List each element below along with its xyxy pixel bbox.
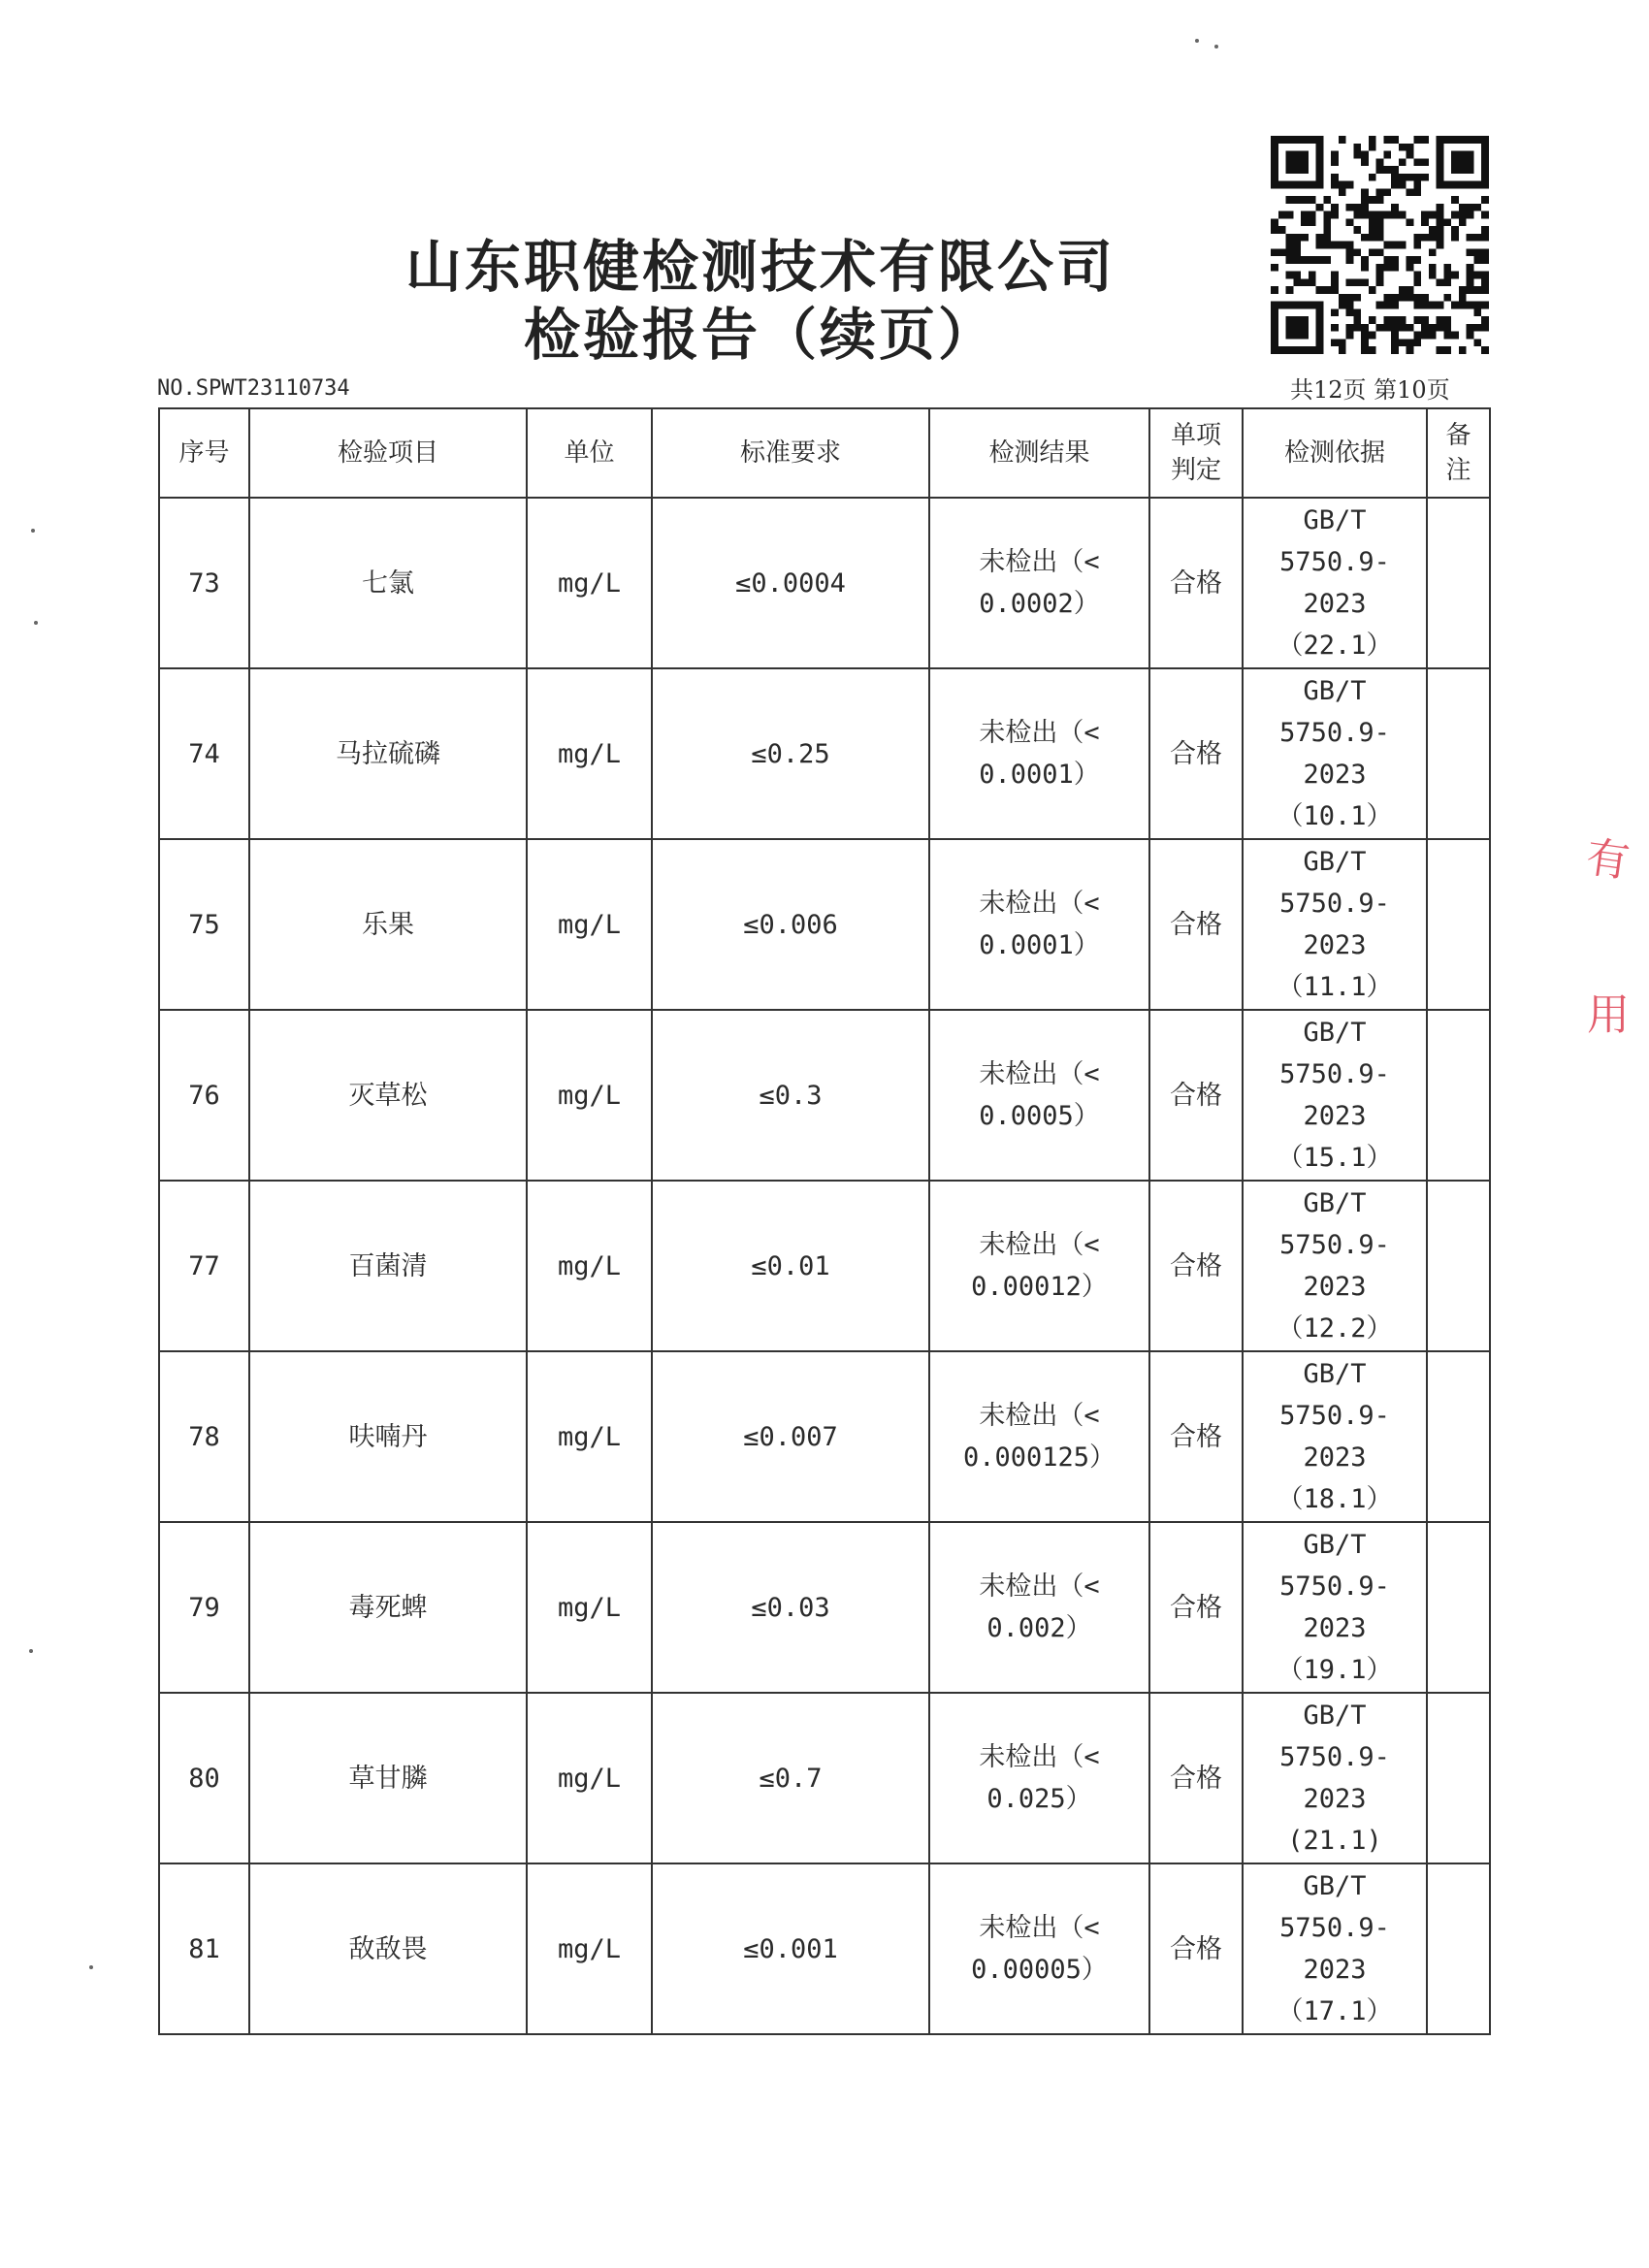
cell-result-line: 0.0001） bbox=[979, 760, 1100, 790]
cell-result-line: 未检出（< bbox=[979, 1401, 1100, 1431]
cell-no bbox=[159, 1181, 249, 1351]
cell-remark bbox=[1427, 1351, 1490, 1522]
cell-basis-line: （11.1） bbox=[1277, 972, 1393, 1002]
cell-result-line: 0.0005） bbox=[979, 1101, 1100, 1131]
cell-result bbox=[929, 1693, 1149, 1863]
cell-standard bbox=[652, 1863, 929, 2034]
cell-basis bbox=[1243, 668, 1427, 839]
cell-unit bbox=[527, 1693, 652, 1863]
scan-speck bbox=[34, 621, 38, 625]
cell-basis-line: GB/T bbox=[1303, 1871, 1367, 1901]
table-row bbox=[159, 1693, 1490, 1863]
table-row bbox=[159, 1351, 1490, 1522]
table-header-row bbox=[159, 408, 1490, 498]
cell-no-line: 76 bbox=[188, 1080, 220, 1111]
cell-verdict-line: 合格 bbox=[1170, 567, 1222, 599]
cell-standard-line: ≤0.7 bbox=[759, 1763, 823, 1794]
cell-basis-line: 5750.9- bbox=[1279, 718, 1390, 748]
cell-standard bbox=[652, 1522, 929, 1693]
cell-verdict-line: 合格 bbox=[1170, 1421, 1222, 1452]
cell-standard bbox=[652, 1181, 929, 1351]
header-col-remark: 备注 bbox=[1427, 408, 1490, 498]
qr-code-icon bbox=[1271, 136, 1489, 354]
table-row bbox=[159, 498, 1490, 668]
cell-unit bbox=[527, 498, 652, 668]
cell-no-line: 80 bbox=[188, 1763, 220, 1794]
cell-remark bbox=[1427, 1181, 1490, 1351]
cell-basis-line: 2023 bbox=[1303, 1101, 1367, 1131]
cell-result-line: 未检出（< bbox=[979, 1571, 1100, 1602]
cell-basis-line: 2023 bbox=[1303, 1784, 1367, 1814]
cell-basis-line: 2023 bbox=[1303, 589, 1367, 619]
cell-unit-line: mg/L bbox=[557, 1592, 622, 1623]
cell-no bbox=[159, 1693, 249, 1863]
cell-standard-line: ≤0.3 bbox=[759, 1080, 823, 1111]
cell-unit-line: mg/L bbox=[557, 738, 622, 769]
cell-unit-line: mg/L bbox=[557, 567, 622, 599]
cell-item bbox=[249, 1351, 527, 1522]
cell-standard bbox=[652, 1693, 929, 1863]
cell-result bbox=[929, 1181, 1149, 1351]
cell-remark bbox=[1427, 839, 1490, 1010]
cell-item-line: 灭草松 bbox=[348, 1080, 428, 1111]
cell-no bbox=[159, 1351, 249, 1522]
results-table bbox=[158, 407, 1491, 2035]
cell-result bbox=[929, 498, 1149, 668]
cell-standard-line: ≤0.01 bbox=[751, 1250, 830, 1281]
cell-basis-line: GB/T bbox=[1303, 505, 1367, 535]
cell-verdict bbox=[1149, 1010, 1243, 1181]
cell-standard bbox=[652, 498, 929, 668]
cell-unit-line: mg/L bbox=[557, 1080, 622, 1111]
cell-result-line: 未检出（< bbox=[979, 889, 1100, 919]
cell-result-line: 0.00005） bbox=[971, 1955, 1108, 1985]
cell-no-line: 73 bbox=[188, 567, 220, 599]
cell-verdict-line: 合格 bbox=[1170, 738, 1222, 769]
cell-verdict bbox=[1149, 668, 1243, 839]
cell-no-line: 74 bbox=[188, 738, 220, 769]
cell-result-line: 未检出（< bbox=[979, 1742, 1100, 1772]
cell-no bbox=[159, 839, 249, 1010]
cell-no bbox=[159, 668, 249, 839]
cell-result-line: 未检出（< bbox=[979, 547, 1100, 577]
cell-basis-line: GB/T bbox=[1303, 676, 1367, 706]
cell-item bbox=[249, 1522, 527, 1693]
cell-basis bbox=[1243, 1181, 1427, 1351]
cell-item bbox=[249, 1863, 527, 2034]
cell-basis-line: GB/T bbox=[1303, 1188, 1367, 1218]
cell-basis-line: 5750.9- bbox=[1279, 1742, 1390, 1772]
table-row bbox=[159, 1010, 1490, 1181]
cell-basis-line: (21.1) bbox=[1287, 1826, 1382, 1856]
cell-basis-line: GB/T bbox=[1303, 1359, 1367, 1389]
cell-result-line: 0.002） bbox=[986, 1613, 1092, 1643]
cell-result bbox=[929, 1522, 1149, 1693]
cell-verdict bbox=[1149, 498, 1243, 668]
cell-verdict-line: 合格 bbox=[1170, 1763, 1222, 1794]
cell-basis-line: （19.1） bbox=[1277, 1655, 1393, 1685]
cell-basis-line: （22.1） bbox=[1277, 631, 1393, 661]
cell-result-line: 0.000125） bbox=[962, 1442, 1116, 1473]
cell-basis bbox=[1243, 498, 1427, 668]
cell-basis-line: 5750.9- bbox=[1279, 1913, 1390, 1943]
cell-no bbox=[159, 1522, 249, 1693]
cell-no-line: 78 bbox=[188, 1421, 220, 1452]
scan-speck bbox=[31, 529, 35, 533]
report-number: NO.SPWT23110734 bbox=[157, 376, 350, 401]
cell-verdict bbox=[1149, 1693, 1243, 1863]
cell-standard-line: ≤0.001 bbox=[743, 1933, 838, 1964]
red-seal-fragment: 有 bbox=[1583, 832, 1633, 888]
cell-verdict-line: 合格 bbox=[1170, 1080, 1222, 1111]
cell-item bbox=[249, 668, 527, 839]
header-col-item: 检验项目 bbox=[249, 408, 527, 498]
table-row bbox=[159, 668, 1490, 839]
cell-basis bbox=[1243, 1863, 1427, 2034]
cell-item bbox=[249, 839, 527, 1010]
cell-remark bbox=[1427, 1010, 1490, 1181]
cell-standard bbox=[652, 1010, 929, 1181]
table-row bbox=[159, 1863, 1490, 2034]
cell-item-line: 呋喃丹 bbox=[348, 1421, 428, 1452]
cell-standard-line: ≤0.0004 bbox=[735, 567, 846, 599]
cell-item-line: 草甘膦 bbox=[348, 1763, 428, 1794]
header-col-standard: 标准要求 bbox=[652, 408, 929, 498]
cell-unit-line: mg/L bbox=[557, 1763, 622, 1794]
cell-item bbox=[249, 1693, 527, 1863]
cell-verdict-line: 合格 bbox=[1170, 909, 1222, 940]
cell-remark bbox=[1427, 498, 1490, 668]
cell-verdict-line: 合格 bbox=[1170, 1933, 1222, 1964]
cell-item-line: 乐果 bbox=[362, 909, 414, 940]
scan-speck bbox=[89, 1965, 93, 1969]
cell-item-line: 毒死蜱 bbox=[348, 1592, 428, 1623]
cell-result-line: 未检出（< bbox=[979, 1059, 1100, 1089]
scan-speck bbox=[1214, 45, 1218, 49]
cell-unit bbox=[527, 1010, 652, 1181]
cell-verdict-line: 合格 bbox=[1170, 1592, 1222, 1623]
cell-verdict bbox=[1149, 839, 1243, 1010]
cell-verdict bbox=[1149, 1863, 1243, 2034]
cell-unit-line: mg/L bbox=[557, 909, 622, 940]
cell-result bbox=[929, 839, 1149, 1010]
cell-verdict bbox=[1149, 1351, 1243, 1522]
cell-no bbox=[159, 498, 249, 668]
cell-basis-line: 5750.9- bbox=[1279, 1059, 1390, 1089]
cell-unit bbox=[527, 839, 652, 1010]
header-col-basis: 检测依据 bbox=[1243, 408, 1427, 498]
cell-verdict bbox=[1149, 1181, 1243, 1351]
cell-remark bbox=[1427, 1863, 1490, 2034]
cell-basis-line: （18.1） bbox=[1277, 1484, 1393, 1514]
cell-result-line: 0.00012） bbox=[971, 1272, 1108, 1302]
cell-no-line: 75 bbox=[188, 909, 220, 940]
cell-basis-line: （15.1） bbox=[1277, 1143, 1393, 1173]
header-col-unit: 单位 bbox=[527, 408, 652, 498]
cell-basis-line: GB/T bbox=[1303, 1701, 1367, 1731]
cell-basis-line: 2023 bbox=[1303, 760, 1367, 790]
scan-speck bbox=[29, 1649, 33, 1653]
cell-result-line: 0.0002） bbox=[979, 589, 1100, 619]
cell-basis-line: （10.1） bbox=[1277, 801, 1393, 831]
cell-item-line: 马拉硫磷 bbox=[336, 738, 440, 769]
cell-result-line: 未检出（< bbox=[979, 1230, 1100, 1260]
cell-no-line: 79 bbox=[188, 1592, 220, 1623]
cell-basis-line: 5750.9- bbox=[1279, 1401, 1390, 1431]
header-col-no: 序号 bbox=[159, 408, 249, 498]
cell-unit-line: mg/L bbox=[557, 1933, 622, 1964]
cell-basis bbox=[1243, 1010, 1427, 1181]
cell-standard bbox=[652, 839, 929, 1010]
cell-unit-line: mg/L bbox=[557, 1250, 622, 1281]
header-col-verdict: 单项判定 bbox=[1149, 408, 1243, 498]
cell-verdict-line: 合格 bbox=[1170, 1250, 1222, 1281]
cell-basis-line: 2023 bbox=[1303, 1955, 1367, 1985]
cell-basis-line: GB/T bbox=[1303, 1018, 1367, 1048]
cell-basis-line: 2023 bbox=[1303, 1442, 1367, 1473]
cell-basis-line: 5750.9- bbox=[1279, 1230, 1390, 1260]
table-row bbox=[159, 839, 1490, 1010]
cell-result bbox=[929, 1010, 1149, 1181]
cell-basis bbox=[1243, 1693, 1427, 1863]
cell-basis-line: 5750.9- bbox=[1279, 547, 1390, 577]
cell-result-line: 0.025） bbox=[986, 1784, 1092, 1814]
cell-standard bbox=[652, 668, 929, 839]
header-col-result: 检测结果 bbox=[929, 408, 1149, 498]
cell-remark bbox=[1427, 1522, 1490, 1693]
cell-standard bbox=[652, 1351, 929, 1522]
cell-basis-line: （17.1） bbox=[1277, 1996, 1393, 2026]
cell-basis bbox=[1243, 1522, 1427, 1693]
cell-unit bbox=[527, 1181, 652, 1351]
cell-item-line: 百菌清 bbox=[348, 1250, 428, 1281]
cell-result-line: 0.0001） bbox=[979, 930, 1100, 960]
cell-remark bbox=[1427, 668, 1490, 839]
cell-result bbox=[929, 1863, 1149, 2034]
page-info: 共12页 第10页 bbox=[1290, 376, 1450, 404]
cell-no bbox=[159, 1010, 249, 1181]
document-title: 检验报告（续页） bbox=[523, 302, 997, 368]
cell-unit bbox=[527, 1863, 652, 2034]
cell-result bbox=[929, 1351, 1149, 1522]
cell-basis-line: GB/T bbox=[1303, 1530, 1367, 1560]
cell-no-line: 81 bbox=[188, 1933, 220, 1964]
cell-result-line: 未检出（< bbox=[979, 1913, 1100, 1943]
cell-basis-line: 2023 bbox=[1303, 1272, 1367, 1302]
cell-item bbox=[249, 498, 527, 668]
table-body bbox=[159, 498, 1490, 2034]
table-row bbox=[159, 1522, 1490, 1693]
cell-unit bbox=[527, 668, 652, 839]
scan-speck bbox=[1195, 39, 1199, 43]
cell-no bbox=[159, 1863, 249, 2034]
cell-standard-line: ≤0.03 bbox=[751, 1592, 830, 1623]
cell-result bbox=[929, 668, 1149, 839]
cell-no-line: 77 bbox=[188, 1250, 220, 1281]
cell-verdict bbox=[1149, 1522, 1243, 1693]
cell-basis-line: 5750.9- bbox=[1279, 1571, 1390, 1602]
cell-unit-line: mg/L bbox=[557, 1421, 622, 1452]
cell-unit bbox=[527, 1522, 652, 1693]
table-row bbox=[159, 1181, 1490, 1351]
cell-basis-line: 2023 bbox=[1303, 930, 1367, 960]
cell-item-line: 敌敌畏 bbox=[348, 1933, 428, 1964]
cell-item bbox=[249, 1181, 527, 1351]
cell-remark bbox=[1427, 1693, 1490, 1863]
cell-item bbox=[249, 1010, 527, 1181]
cell-standard-line: ≤0.25 bbox=[751, 738, 830, 769]
cell-basis bbox=[1243, 1351, 1427, 1522]
cell-unit bbox=[527, 1351, 652, 1522]
cell-basis-line: GB/T bbox=[1303, 847, 1367, 877]
company-name: 山东职健检测技术有限公司 bbox=[404, 234, 1116, 300]
cell-result-line: 未检出（< bbox=[979, 718, 1100, 748]
cell-standard-line: ≤0.007 bbox=[743, 1421, 838, 1452]
cell-basis bbox=[1243, 839, 1427, 1010]
red-seal-fragment: 用 bbox=[1587, 990, 1630, 1040]
cell-basis-line: 5750.9- bbox=[1279, 889, 1390, 919]
cell-item-line: 七氯 bbox=[362, 567, 414, 599]
cell-basis-line: （12.2） bbox=[1277, 1313, 1393, 1344]
cell-basis-line: 2023 bbox=[1303, 1613, 1367, 1643]
cell-standard-line: ≤0.006 bbox=[743, 909, 838, 940]
